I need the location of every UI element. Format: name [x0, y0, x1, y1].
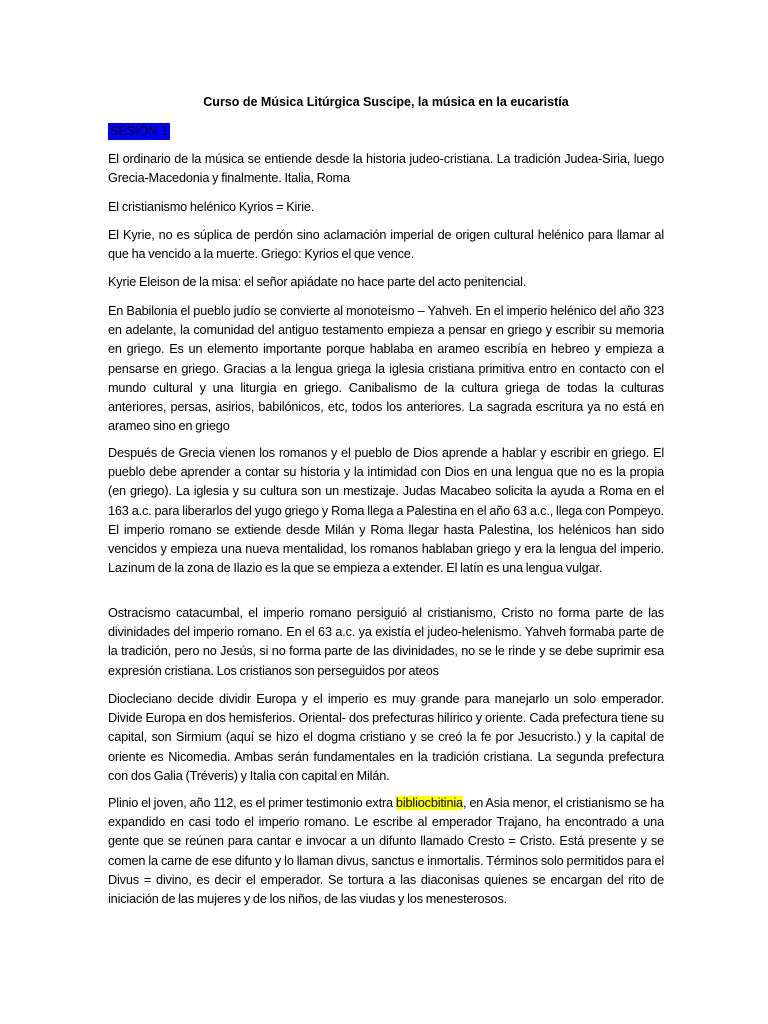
paragraph-4: Kyrie Eleison de la misa: el señor apiádate no hace parte del acto penitencial. [108, 275, 527, 289]
document-title: Curso de Música Litúrgica Suscipe, la música en la eucaristía [203, 95, 569, 109]
session-label: SESIÓN 1 [110, 124, 168, 138]
paragraph-2: El cristianismo helénico Kyrios = Kirie. [108, 200, 315, 214]
paragraph-6: Después de Grecia vienen los romanos y el pueblo de Dios aprende a hablar y escribir en griego. El pueblo debe aprender a contar su historia y la intimidad con Dios en una lengua que no es la propia (en griego). La iglesia y su cultura son un mestizaje. Judas Macabeo solicita la ayuda a Roma en el 163 a.c. para liberarlos del yugo griego y Roma llega a Palestina en el año 63 a.c., llega con Pompeyo. El imperio romano se extiende desde Milán y Roma llegar hasta Palestina, los helénicos han sido vencidos y empieza una nueva mentalidad, los romanos hablaban griego y era la lengua del imperio. Lazinum de la zona de Ilazio es la que se empieza a extender. El latín es una lengua vulgar. [108, 446, 664, 576]
paragraph-3: El Kyrie, no es súplica de perdón sino aclamación imperial de origen cultural helénico para llamar al que ha vencido a la muerte. Griego: Kyrios el que vence. [108, 228, 664, 262]
paragraph-5: En Babilonia el pueblo judío se convierte al monoteísmo – Yahveh. En el imperio helénico del año 323 en adelante, la comunidad del antiguo testamento empieza a pensar en griego y escribir su memoria en griego. Es un elemento importante porque hablaba en arameo escribía en hebreo y empieza a pensarse en griego. Gracias a la lengua griega la iglesia cristiana primitiva entro en contacto con el mundo cultural y una liturgia en griego. Canibalismo de la cultura griega de todas la culturas anteriores, persas, asirios, babilónicos, etc, todos los anteriores. La sagrada escritura ya no está en arameo sino en griego [108, 304, 664, 434]
paragraph-9-end: , en Asia menor, el cristianismo se ha expandido en casi todo el imperio romano. Le escribe al emperador Trajano, ha encontrado a una gente que se reúnen para cantar e invocar a un difunto llamado Cresto = Cristo. Está presente y se comen la carne de ese difunto y lo llaman divus, sanctus e inmortalis. Términos solo permitidos para el Divus = divino, es decir el emperador. Se tortura a las diaconisas quienes se encargan del rito de iniciación de las mujeres y de los niños, de las viudas y los menesterosos. [108, 796, 664, 907]
paragraph-9-start: Plinio el joven, año 112, es el primer testimonio extra [108, 796, 396, 810]
highlighted-word: bibliocbitinia [395, 796, 463, 810]
paragraph-8: Diocleciano decide dividir Europa y el imperio es muy grande para manejarlo un solo emperador. Divide Europa en dos hemisferios. Oriental- dos prefecturas hilírico y oriente. Cada prefectura tiene su capital, son Sirmium (aquí se hizo el dogma cristiano y se creó la fe por Jesucristo.) y la capital de oriente es Nicomedia. Ambas serán fundamentales en la tradición cristiana. La segunda prefectura con dos Galia (Tréveris) y Italia con capital en Milán. [108, 692, 664, 783]
paragraph-7: Ostracismo catacumbal, el imperio romano persiguió al cristianismo, Cristo no forma parte de las divinidades del imperio romano. En el 63 a.c. ya existía el judeo-helenismo. Yahveh formaba parte de la tradición, pero no Jesús, si no forma parte de las divinidades, no se le rinde y se debe suprimir esa expresión cristiana. Los cristianos son perseguidos por ateos [108, 606, 664, 678]
paragraph-9 [108, 794, 664, 909]
paragraph-1: El ordinario de la música se entiende desde la historia judeo-cristiana. La tradición Judea-Siria, luego Grecia-Macedonia y finalmente. Italia, Roma [108, 152, 664, 186]
